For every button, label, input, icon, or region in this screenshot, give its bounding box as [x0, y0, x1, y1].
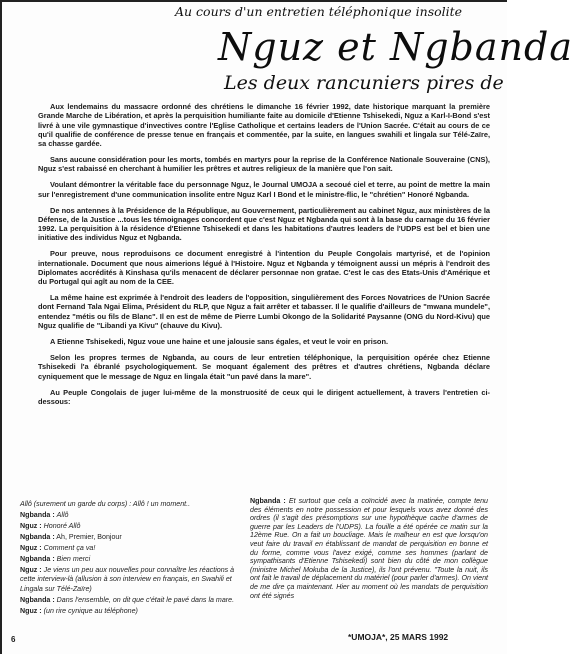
page-number: 6	[11, 635, 16, 644]
dialogue-line	[20, 566, 242, 594]
top-border-line	[0, 0, 507, 2]
intro-paragraph: Sans aucune considération pour les morts, tombés en martyrs pour la reprise de la Conférence Nationale Souveraine (CNS), Nguz s'est rabaissé en cherchant à humilier les prêtres et autres religieux de la manière que l'on sait.	[38, 155, 490, 174]
speaker-name: Ngbanda :	[20, 533, 55, 541]
issue-date: *UMOJA*, 25 MARS 1992	[348, 632, 449, 642]
speaker-name: Ngbanda :	[20, 555, 55, 563]
dialogue-line	[20, 500, 242, 509]
intro-paragraph: Au Peuple Congolais de juger lui-même de la monstruosité de ceux qui le dirigent actuellement, à travers l'entretien ci-dessous:	[38, 387, 490, 406]
intro-paragraph: De nos antennes à la Présidence de la République, au Gouvernement, particulièrement au cabinet Nguz, aux ministères de la Défense, de la Justice ...tous les témoignages concordent que c'est Nguz et Ngbanda qui sont à la base du carnage du 16 février 1992. La perquisition à la résidence d'Etienne Tshisekedi et dans les habitations d'autres leaders de l'UDPS est bel et bien une initiative des individus Nguz et Ngbanda.	[38, 205, 490, 243]
dialogue-text: Bien merci	[56, 555, 91, 563]
headline-subtitle: Les deux rancuniers pires de	[224, 72, 504, 94]
dialogue-text: Allô (surement un garde du corps) : Allô ! un moment..	[20, 500, 191, 508]
dialogue-line	[20, 522, 242, 531]
headline-title: Nguz et Ngbanda	[218, 25, 573, 69]
dialogue-line	[20, 544, 242, 553]
dialogue-line	[20, 607, 242, 616]
intro-paragraph: Selon les propres termes de Ngbanda, au cours de leur entretien téléphonique, la perquisition opérée chez Etienne Tshisekedi l'a ébranlé psychologiquement. Se moquant également des prêtres et d'autres chrétiens, Ngbanda déclare cyniquement que le message de Nguz en lingala était "un pavé dans la mare".	[38, 353, 490, 381]
intro-text	[38, 102, 490, 413]
speaker-name: Ngbanda :	[20, 511, 55, 519]
speaker-name: Nguz :	[20, 522, 42, 530]
speaker-name: Ngbanda :	[250, 497, 286, 505]
dialogue-line	[20, 596, 242, 605]
intro-paragraph: Aux lendemains du massacre ordonné des chrétiens le dimanche 16 février 1992, date historique marquant la première Grande Marche de Libération, et après la perquisition humiliante faite au domicile d'Etienne Tshisekedi, Nguz a Karl-I-Bond s'est livré à une vile gymnastique d'invectives contre l'Eglise Catholique et certains leaders de l'Union Sacrée. C'était au cours de ce qu'il qualifie de conférence de presse tenue en français et commentée, par la suite, en langues swahili et lingala sur Télé-Zaïre, sa chasse gardée.	[38, 102, 490, 148]
intro-paragraph: Pour preuve, nous reproduisons ce document enregistré à l'intention du Peuple Congolais martyrisé, et de l'opinion internationale. Document que nous aimerions légué à l'Histoire. Nguz et Ngbanda y témoignent aussi un mépris à l'endroit des Diplomates accrédités à Kinshasa qu'ils menacent de déclarer personnae non gratae. C'est le cas des Etats-Unis d'Amérique et du Portugal qui agît au nom de la CEE.	[38, 249, 490, 287]
dialogue-line	[20, 555, 242, 564]
dialogue-line	[20, 511, 242, 520]
dialogue-text: Ah, Premier, Bonjour	[56, 533, 122, 541]
speaker-name: Nguz :	[20, 566, 42, 574]
dialogue-text: (un rire cynique au téléphone)	[43, 606, 138, 615]
dialogue-text: Allô	[56, 511, 69, 519]
speaker-name: Nguz :	[20, 544, 42, 552]
intro-paragraph: La même haine est exprimée à l'endroit des leaders de l'opposition, singulièrement des Forces Novatrices de l'Union Sacrée dont Fernand Tala Ngai Elima, Président du RLP, que Nguz a fait arrêter et tabasser. Il le qualifie d'ailleurs de "mwana mundele", entendez "métis ou fils de Blanc". Il en est de même de Pierre Lumbi Okongo de la Solidarité Paysanne (ONG du Nord-Kivu) que Nguz qualifie de "Libandi ya Kivu" (chauve du Kivu).	[38, 293, 490, 330]
dialogue-text: Comment ça va!	[43, 544, 96, 552]
intro-paragraph: Voulant démontrer la véritable face du personnage Nguz, le Journal UMOJA a secoué ciel et terre, au point de mettre la main sur l'enregistrement d'une communication insolite entre Nguz Karl I Bond et le ministre-flic, le "chrétien" Honoré Ngbanda.	[38, 180, 490, 199]
dialogue-line	[20, 533, 242, 542]
dialogue-text: Dans l'ensemble, on dit que c'était le pavé dans la mare.	[56, 595, 235, 604]
dialogue-text: Honoré Allô	[43, 522, 81, 530]
intro-paragraph: A Etienne Tshisekedi, Nguz voue une haine et une jalousie sans égales, et veut le voir en prison.	[50, 337, 389, 347]
speaker-name: Nguz :	[20, 606, 42, 615]
left-border-line	[0, 0, 2, 654]
dialogue-text: Et surtout que cela a coïncidé avec la matinée, compte tenu des éléments en notre possession et pour lesquels vous avez donné des ordres (il s'agit des présomptions sur une hypothèque cache d'armes de guerre par les Leaders de l'UDPS). La fouille a été opérée ce matin sur la 12ème Rue. On a fait un boucliage. Mais le malheur en est que lorsqu'on veut faire du travail en établissant de mandat de perquisition en bonne et du forme, comme vous l'avez exigé, comme ses hommes (parlant de sympathisants d'Etienne Tshisekedi) sont bien du côté de mon collègue (ministre Michel Mokuba de la Justice), ils l'ont prévenu. "Toute la nuit, ils ont fait le travail de déplacement du matériel (pour parler d'armes). On vient de me dire ça maintenant. Hier au moment où les mandats de perquisition ont été signés	[250, 497, 488, 600]
dialogue-text: Je viens un peu aux nouvelles pour connaître les réactions à cette interview-là (allusion à son interview en français, en Swahili et Lingala sur Télé-Zaïre)	[20, 566, 235, 593]
dialogue-right-column	[250, 497, 488, 600]
speaker-name: Ngbanda :	[20, 595, 55, 604]
headline-kicker: Au cours d'un entretien téléphonique insolite	[175, 4, 463, 19]
dialogue-left-column	[20, 500, 242, 618]
